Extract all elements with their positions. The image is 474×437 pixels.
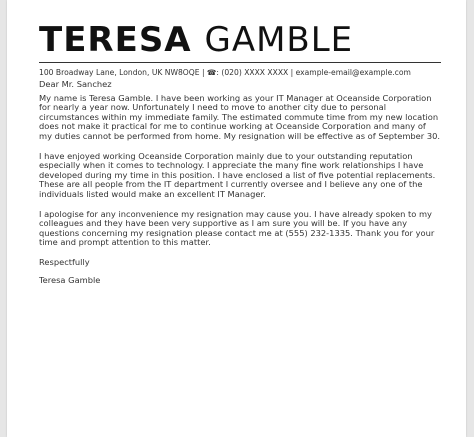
letter-header-name bbox=[39, 20, 353, 60]
paragraph-2: I have enjoyed working Oceanside Corporation mainly due to your outstanding reputation especially when it comes to technology. I appreciate the many fine work relationships I have developed during my time in this position. I have enclosed a list of five potential replacements. These are all people from the IT department I currently oversee and I believe any one of the individuals listed would make an excellent IT Manager. bbox=[39, 150, 436, 199]
letter-page bbox=[7, 0, 466, 437]
signature: Teresa Gamble bbox=[39, 274, 101, 285]
salutation: Dear Mr. Sanchez bbox=[39, 79, 112, 89]
first-name: TERESA bbox=[39, 20, 192, 60]
closing: Respectfully bbox=[39, 256, 90, 267]
header-divider bbox=[39, 62, 441, 63]
paragraph-3: I apologise for any inconvenience my resignation may cause you. I have already spoken to my colleagues and they have been very supportive as I am sure you will be. If you have any questions concerning my resignation please contact me at (555) 232-1335. Thank you for your time and prompt attention to this matter. bbox=[39, 208, 435, 248]
letter-body bbox=[39, 80, 441, 295]
paragraph-1: My name is Teresa Gamble. I have been working as your IT Manager at Oceanside Corporation for nearly a year now. Unfortunately I need to move to another city due to personal circumstances within my immediate family. The estimated commute time from my new location does not make it practical for me to continue working at Oceanside Corporation and many of my duties cannot be performed from home. My resignation will be effective as of September 30. bbox=[39, 92, 441, 141]
contact-line: 100 Broadway Lane, London, UK NW8OQE | ☎: (020) XXXX XXXX | example-email@example.com bbox=[39, 68, 411, 77]
last-name: GAMBLE bbox=[204, 20, 354, 60]
